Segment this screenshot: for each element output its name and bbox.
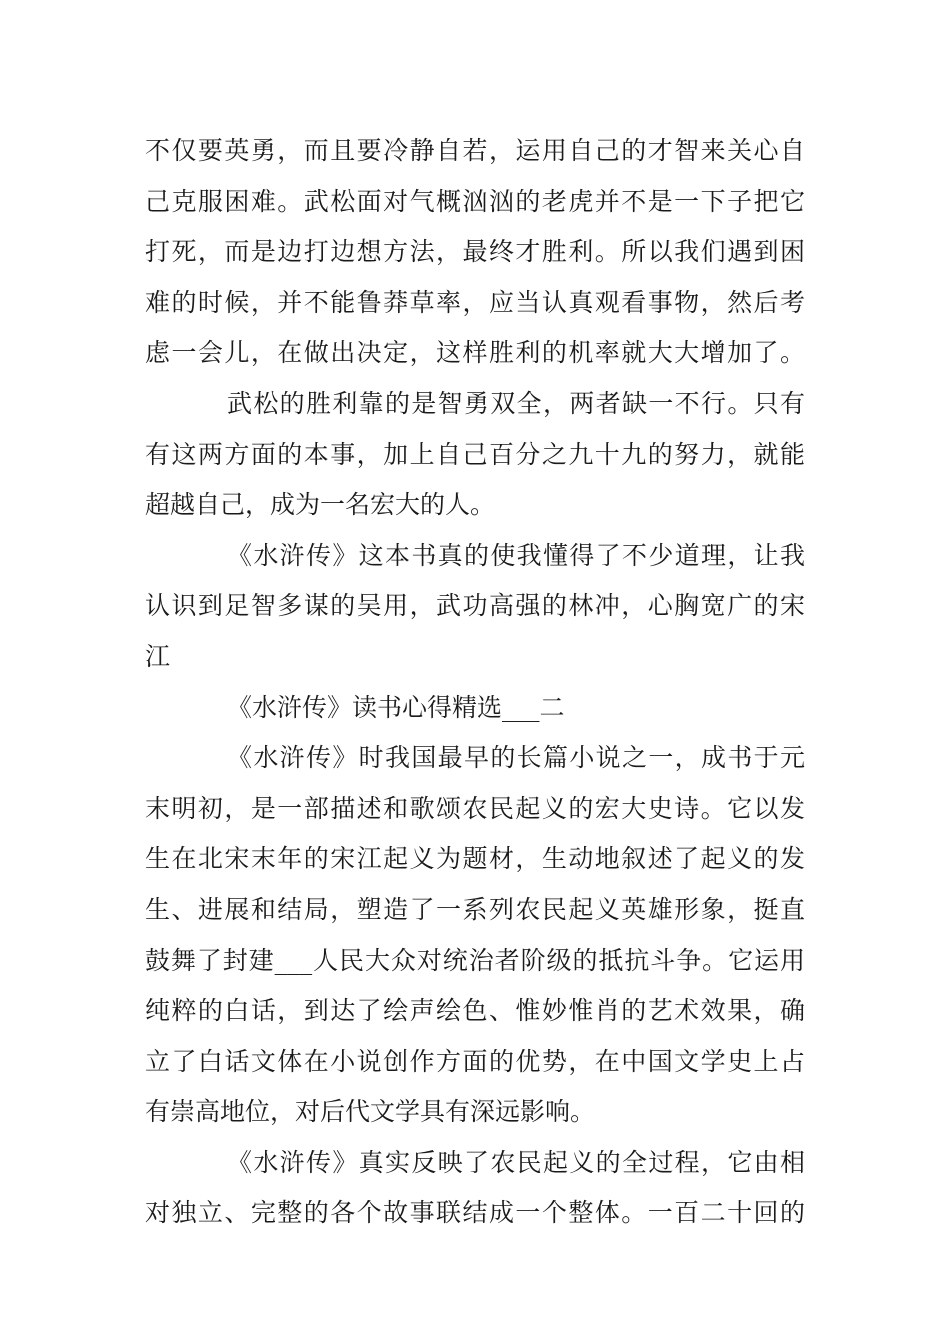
document-body: [145, 126, 805, 1239]
text-line: 生在北宋末年的宋江起义为题材，生动地叙述了起义的发: [145, 844, 805, 874]
text-line: 立了白话文体在小说创作方面的优势，在中国文学史上占: [145, 1046, 805, 1076]
section-heading: 《水浒传》读书心得精选___二: [227, 692, 565, 722]
paragraph-first-line: 《水浒传》真实反映了农民起义的全过程，它由相: [227, 1147, 805, 1177]
text-line: 虑一会儿，在做出决定，这样胜利的机率就大大增加了。: [145, 338, 805, 368]
text-line: 对独立、完整的各个故事联结成一个整体。一百二十回的: [145, 1198, 805, 1228]
paragraph-first-line: 《水浒传》这本书真的使我懂得了不少道理，让我: [227, 540, 805, 570]
text-line: 认识到足智多谋的吴用，武功高强的林冲，心胸宽广的宋: [145, 591, 805, 621]
text-line: 生、进展和结局，塑造了一系列农民起义英雄形象，挺直: [145, 894, 805, 924]
text-line: 鼓舞了封建___人民大众对统治者阶级的抵抗斗争。它运用: [145, 945, 805, 975]
text-line: 纯粹的白话，到达了绘声绘色、惟妙惟肖的艺术效果，确: [145, 996, 805, 1026]
text-line: 有这两方面的本事，加上自己百分之九十九的努力，就能: [145, 439, 805, 469]
paragraph-first-line: 《水浒传》时我国最早的长篇小说之一，成书于元: [227, 743, 805, 773]
text-line: 打死，而是边打边想方法，最终才胜利。所以我们遇到困: [145, 237, 805, 267]
text-line: 难的时候，并不能鲁莽草率，应当认真观看事物，然后考: [145, 287, 805, 317]
text-line: 己克服困难。武松面对气概汹汹的老虎并不是一下子把它: [145, 186, 805, 216]
text-line: 江: [145, 641, 171, 671]
text-line: 超越自己，成为一名宏大的人。: [145, 490, 496, 520]
text-line: 不仅要英勇，而且要冷静自若，运用自己的才智来关心自: [145, 136, 805, 165]
text-line: 末明初，是一部描述和歌颂农民起义的宏大史诗。它以发: [145, 793, 805, 823]
text-line: 有崇高地位，对后代文学具有深远影响。: [145, 1097, 596, 1127]
paragraph-first-line: 武松的胜利靠的是智勇双全，两者缺一不行。只有: [227, 388, 805, 418]
